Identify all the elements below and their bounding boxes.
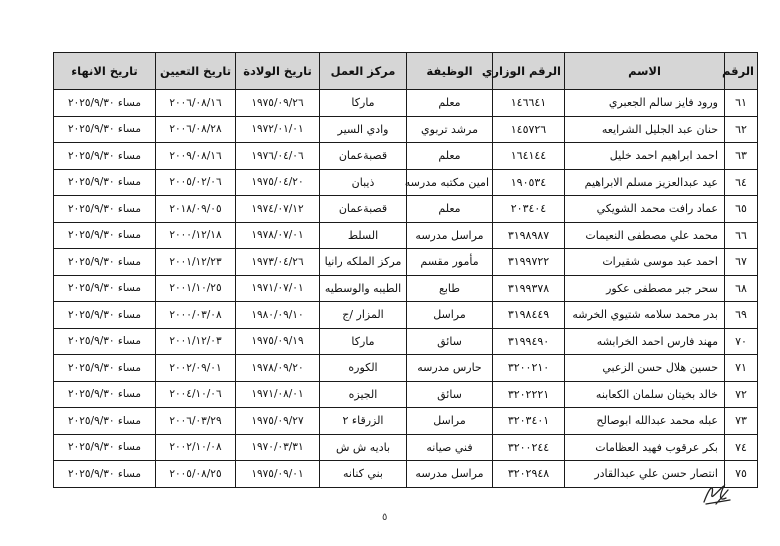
table-row xyxy=(54,434,758,461)
table-cell: ٢٠٠١/١٢/٢٣ xyxy=(156,249,236,276)
table-cell: مراسل مدرسه xyxy=(407,222,493,249)
table-cell: ٢٠٠٦/٠٨/٢٨ xyxy=(156,116,236,143)
table-cell: ٣٢٠٢٢٢١ xyxy=(493,381,565,408)
table-cell: ٧٥ xyxy=(725,461,758,488)
table-cell: ١٩٧٤/٠٧/١٢ xyxy=(236,196,320,223)
table-cell: مرشد تربوي xyxy=(407,116,493,143)
table-cell: ٦٨ xyxy=(725,275,758,302)
table-cell: ماركا xyxy=(320,90,407,117)
table-cell: مساء ٢٠٢٥/٩/٣٠ xyxy=(54,249,156,276)
table-cell: مساء ٢٠٢٥/٩/٣٠ xyxy=(54,143,156,170)
column-header: الوظيفة xyxy=(407,53,493,90)
table-cell: مساء ٢٠٢٥/٩/٣٠ xyxy=(54,328,156,355)
table-cell: قصبةعمان xyxy=(320,143,407,170)
table-cell: ورود فايز سالم الجعبري xyxy=(565,90,725,117)
table-cell: ١٤٥٧٢٦ xyxy=(493,116,565,143)
column-header: مركز العمل xyxy=(320,53,407,90)
table-row xyxy=(54,143,758,170)
column-header: تاريخ التعيين xyxy=(156,53,236,90)
table-cell: ٣١٩٩٣٧٨ xyxy=(493,275,565,302)
table-cell: فني صيانه xyxy=(407,434,493,461)
table-cell: ٢٠٠١/١٢/٠٣ xyxy=(156,328,236,355)
table-cell: ٢٠٠٢/١٠/٠٨ xyxy=(156,434,236,461)
table-cell: ٣١٩٩٤٩٠ xyxy=(493,328,565,355)
table-cell: ٦٤ xyxy=(725,169,758,196)
table-cell: امين مكتبه مدرسه xyxy=(407,169,493,196)
table-cell: حنان عبد الجليل الشرايعه xyxy=(565,116,725,143)
table-cell: ٢٠٠٠/٠٣/٠٨ xyxy=(156,302,236,329)
table-cell: معلم xyxy=(407,90,493,117)
table-cell: مساء ٢٠٢٥/٩/٣٠ xyxy=(54,302,156,329)
table-cell: ٢٠٠١/١٠/٢٥ xyxy=(156,275,236,302)
table-cell: مساء ٢٠٢٥/٩/٣٠ xyxy=(54,169,156,196)
table-cell: ٢٠٠٦/٠٣/٢٩ xyxy=(156,408,236,435)
table-cell: وادي السير xyxy=(320,116,407,143)
table-row xyxy=(54,169,758,196)
table-cell: ١٩٧٣/٠٤/٢٦ xyxy=(236,249,320,276)
table-cell: ١٩٧١/٠٧/٠١ xyxy=(236,275,320,302)
table-cell: ٣٢٠٠٢٤٤ xyxy=(493,434,565,461)
table-body xyxy=(54,90,758,488)
table-cell: ٢٠٠٤/١٠/٠٦ xyxy=(156,381,236,408)
table-cell: ٦٢ xyxy=(725,116,758,143)
table-cell: مساء ٢٠٢٥/٩/٣٠ xyxy=(54,275,156,302)
table-cell: ٦٥ xyxy=(725,196,758,223)
table-cell: مراسل مدرسه xyxy=(407,461,493,488)
table-cell: ١٤٦٦٤١ xyxy=(493,90,565,117)
table-cell: الزرقاء ٢ xyxy=(320,408,407,435)
column-header: الاسم xyxy=(565,53,725,90)
table-cell: السلط xyxy=(320,222,407,249)
table-cell: ٦٣ xyxy=(725,143,758,170)
table-cell: ٢٠١٨/٠٩/٠٥ xyxy=(156,196,236,223)
table-cell: معلم xyxy=(407,196,493,223)
table-cell: ١٩٧٢/٠١/٠١ xyxy=(236,116,320,143)
table-cell: مركز الملكه رانيا xyxy=(320,249,407,276)
table-row xyxy=(54,116,758,143)
table-cell: ٢٠٣٤٠٤ xyxy=(493,196,565,223)
table-cell: ١٩٧٥/٠٩/٢٧ xyxy=(236,408,320,435)
table-cell: سائق xyxy=(407,328,493,355)
table-cell: ٧٢ xyxy=(725,381,758,408)
table-cell: مساء ٢٠٢٥/٩/٣٠ xyxy=(54,408,156,435)
table-cell: طابع xyxy=(407,275,493,302)
table-cell: ٣٢٠٢٩٤٨ xyxy=(493,461,565,488)
page-number: ٥ xyxy=(382,512,388,523)
table-cell: ٣١٩٩٧٢٢ xyxy=(493,249,565,276)
table-cell: ٧٤ xyxy=(725,434,758,461)
table-cell: ١٩٧١/٠٨/٠١ xyxy=(236,381,320,408)
table-cell: ٢٠٠٥/٠٢/٠٦ xyxy=(156,169,236,196)
table-cell: مساء ٢٠٢٥/٩/٣٠ xyxy=(54,381,156,408)
table-cell: ٧٠ xyxy=(725,328,758,355)
table-cell: احمد ابراهيم احمد خليل xyxy=(565,143,725,170)
table-cell: خالد بخيتان سلمان الكعابنه xyxy=(565,381,725,408)
column-header: الرقم xyxy=(725,53,758,90)
table-cell: ١٩٧٠/٠٣/٣١ xyxy=(236,434,320,461)
signature-scribble xyxy=(700,480,734,508)
table-cell: عماد رافت محمد الشويكي xyxy=(565,196,725,223)
table-row xyxy=(54,381,758,408)
table-cell: ١٩٧٨/٠٩/٢٠ xyxy=(236,355,320,382)
table-cell: سائق xyxy=(407,381,493,408)
table-cell: مساء ٢٠٢٥/٩/٣٠ xyxy=(54,222,156,249)
table-cell: الكوره xyxy=(320,355,407,382)
table-cell: حسين هلال حسن الزعبي xyxy=(565,355,725,382)
table-cell: ٢٠٠٩/٠٨/١٦ xyxy=(156,143,236,170)
table-cell: ١٩٧٥/٠٤/٢٠ xyxy=(236,169,320,196)
table-cell: مساء ٢٠٢٥/٩/٣٠ xyxy=(54,90,156,117)
table-cell: مساء ٢٠٢٥/٩/٣٠ xyxy=(54,434,156,461)
table-cell: ماركا xyxy=(320,328,407,355)
table-cell: ٧١ xyxy=(725,355,758,382)
table-cell: ٢٠٠٠/١٢/١٨ xyxy=(156,222,236,249)
table-cell: ٣٢٠٣٤٠١ xyxy=(493,408,565,435)
table-row xyxy=(54,355,758,382)
table-cell: مراسل xyxy=(407,302,493,329)
table-cell: ١٩٧٥/٠٩/٢٦ xyxy=(236,90,320,117)
table-cell: ٦٧ xyxy=(725,249,758,276)
table-row xyxy=(54,196,758,223)
table-cell: بني كنانه xyxy=(320,461,407,488)
table-cell: ١٩٠٥٣٤ xyxy=(493,169,565,196)
table-cell: مأمور مقسم xyxy=(407,249,493,276)
table-cell: الجيزه xyxy=(320,381,407,408)
table-cell: ١٩٧٨/٠٧/٠١ xyxy=(236,222,320,249)
table-cell: عيد عبدالعزيز مسلم الابراهيم xyxy=(565,169,725,196)
table-row xyxy=(54,249,758,276)
column-header: تاريخ الولادة xyxy=(236,53,320,90)
column-header: الرقم الوزاري xyxy=(493,53,565,90)
table-cell: بكر عرقوب فهيد العظامات xyxy=(565,434,725,461)
table-cell: مساء ٢٠٢٥/٩/٣٠ xyxy=(54,196,156,223)
table-cell: باديه ش ش xyxy=(320,434,407,461)
table-cell: مراسل xyxy=(407,408,493,435)
column-header: تاريخ الانهاء xyxy=(54,53,156,90)
table-row xyxy=(54,275,758,302)
table-cell: انتصار حسن علي عبدالقادر xyxy=(565,461,725,488)
table-cell: ٦١ xyxy=(725,90,758,117)
table-cell: مهند فارس احمد الخرابشه xyxy=(565,328,725,355)
table-cell: ٣١٩٨٩٨٧ xyxy=(493,222,565,249)
table-row xyxy=(54,328,758,355)
table-cell: سحر جبر مصطفى عكور xyxy=(565,275,725,302)
table-cell: ١٩٧٥/٠٩/١٩ xyxy=(236,328,320,355)
table-row xyxy=(54,90,758,117)
employees-table xyxy=(53,52,758,488)
table-cell: ١٩٨٠/٠٩/١٠ xyxy=(236,302,320,329)
table-row xyxy=(54,302,758,329)
table-cell: مساء ٢٠٢٥/٩/٣٠ xyxy=(54,355,156,382)
table-cell: مساء ٢٠٢٥/٩/٣٠ xyxy=(54,461,156,488)
table-cell: ذيبان xyxy=(320,169,407,196)
table-cell: ٣١٩٨٤٤٩ xyxy=(493,302,565,329)
table-cell: احمد عبد موسى شقيرات xyxy=(565,249,725,276)
table-cell: المزار /ج xyxy=(320,302,407,329)
table-cell: ١٩٧٥/٠٩/٠١ xyxy=(236,461,320,488)
table-cell: مساء ٢٠٢٥/٩/٣٠ xyxy=(54,116,156,143)
table-cell: ٢٠٠٢/٠٩/٠١ xyxy=(156,355,236,382)
table-cell: الطيبه والوسطيه xyxy=(320,275,407,302)
table-cell: ٢٠٠٥/٠٨/٢٥ xyxy=(156,461,236,488)
table-row xyxy=(54,461,758,488)
table-cell: ٢٠٠٦/٠٨/١٦ xyxy=(156,90,236,117)
table-cell: ٦٩ xyxy=(725,302,758,329)
table-row xyxy=(54,408,758,435)
table-cell: ٣٢٠٠٢١٠ xyxy=(493,355,565,382)
table-cell: ٦٦ xyxy=(725,222,758,249)
table-cell: بدر محمد سلامه شتيوي الخرشه xyxy=(565,302,725,329)
table-cell: قصبةعمان xyxy=(320,196,407,223)
table-row xyxy=(54,222,758,249)
header-row xyxy=(54,53,758,90)
table-cell: ٧٣ xyxy=(725,408,758,435)
table-cell: محمد علي مصطفى النعيمات xyxy=(565,222,725,249)
table-cell: عبله محمد عبدالله ابوصالح xyxy=(565,408,725,435)
table-cell: حارس مدرسه xyxy=(407,355,493,382)
table-cell: ١٦٤١٤٤ xyxy=(493,143,565,170)
table-cell: ١٩٧٦/٠٤/٠٦ xyxy=(236,143,320,170)
table-cell: معلم xyxy=(407,143,493,170)
